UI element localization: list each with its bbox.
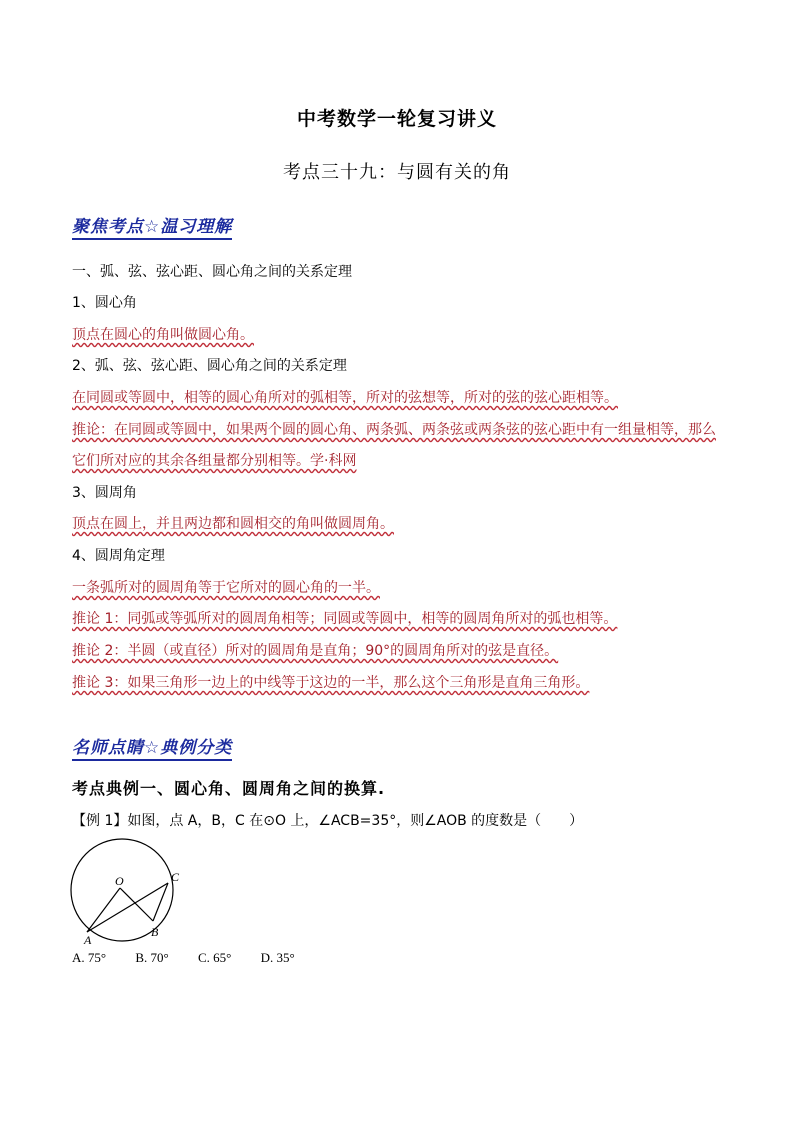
text-line: 4、圆周角定理: [72, 548, 165, 564]
label-o: O: [115, 874, 124, 888]
theorem-line: [72, 579, 380, 597]
corollary-3-line: [72, 674, 589, 692]
label-b: B: [151, 925, 159, 939]
section-heading-review: 聚焦考点☆温习理解: [72, 212, 232, 240]
corollary-2-line: [72, 642, 558, 660]
definition-text: 顶点在圆上，并且两边都和圆相交的角叫做圆周角。: [72, 516, 394, 532]
corollary-text-continued: 它们所对应的其余各组量都分别相等。学·科网: [72, 453, 357, 469]
corollary-1-text: 推论 1：同弧或等弧所对的圆周角相等；同圆或等圆中，相等的圆周角所对的弧也相等。: [72, 611, 618, 627]
segment-ob: [120, 888, 153, 921]
corollary-line: [72, 421, 716, 439]
section-heading-examples: 名师点睛☆典例分类: [72, 733, 232, 761]
segment-oa: [87, 888, 120, 932]
label-c: C: [171, 870, 180, 884]
theorem-text: 在同圆或等圆中，相等的圆心角所对的弧相等，所对的弦想等，所对的弦的弦心距相等。: [72, 390, 618, 406]
corollary-text: 推论：在同圆或等圆中，如果两个圆的圆心角、两条弧、两条弦或两条弦的弦心距中有一组量相等，那么: [72, 422, 716, 438]
circle-figure: [66, 838, 196, 946]
example-question: 【例 1】如图，点 A，B，C 在⊙O 上，∠ACB=35°，则∠AOB 的度数是（ ）: [72, 813, 584, 829]
theorem-text: 一条弧所对的圆周角等于它所对的圆心角的一半。: [72, 580, 380, 596]
label-a: A: [84, 933, 92, 946]
text-line: 2、弧、弦、弦心距、圆心角之间的关系定理: [72, 358, 347, 374]
text-line: 1、圆心角: [72, 295, 137, 311]
definition-line: [72, 326, 254, 344]
option-a[interactable]: A. 75°: [72, 950, 107, 965]
option-c[interactable]: C. 65°: [197, 950, 232, 965]
definition-text: 顶点在圆心的角叫做圆心角。: [72, 327, 254, 343]
corollary-2-text: 推论 2：半圆（或直径）所对的圆周角是直角；90°的圆周角所对的弦是直径。: [72, 643, 559, 659]
example-category-heading: 考点典例一、圆心角、圆周角之间的换算.: [72, 779, 386, 798]
corollary-line-continued: [72, 452, 356, 470]
text-line: 3、圆周角: [72, 485, 137, 501]
option-d[interactable]: D. 35°: [260, 950, 295, 965]
document-subtitle: 考点三十九：与圆有关的角: [283, 162, 511, 183]
document-title: 中考数学一轮复习讲义: [296, 108, 497, 130]
definition-line: [72, 515, 394, 533]
corollary-1-line: [72, 610, 617, 628]
theorem-line: [72, 389, 618, 407]
corollary-3-text: 推论 3：如果三角形一边上的中线等于这边的一半，那么这个三角形是直角三角形。: [72, 675, 590, 691]
answer-options: [72, 950, 321, 966]
option-b[interactable]: B. 70°: [135, 950, 169, 965]
text-line: 一、弧、弦、弦心距、圆心角之间的关系定理: [72, 264, 352, 280]
